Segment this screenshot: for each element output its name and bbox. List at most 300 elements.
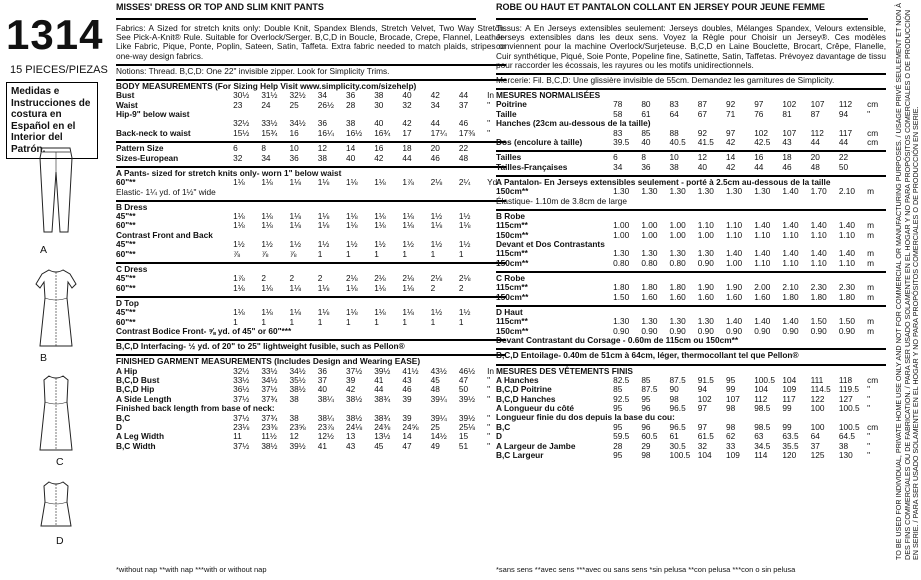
table-cell: 1.00 xyxy=(697,229,714,240)
table-cell: 1⅛ xyxy=(289,307,302,318)
table-cell: 34 xyxy=(613,161,623,172)
table-cell: 16¼ xyxy=(317,127,334,138)
table-row xyxy=(116,129,506,138)
table-cell: 42.5 xyxy=(754,137,771,148)
table-cell: 42 xyxy=(725,161,736,172)
table-cell: 1.30 xyxy=(697,186,714,197)
table-cell: 42 xyxy=(725,137,736,148)
finished-measurements-table xyxy=(116,367,506,452)
row-label: 150cm** xyxy=(496,325,529,336)
table-cell: 44 xyxy=(374,384,384,395)
row-label: 60"** xyxy=(116,248,136,259)
table-cell: 38 xyxy=(289,412,299,423)
row-label: 45"** xyxy=(116,307,136,318)
table-cell: 46 xyxy=(782,161,792,172)
table-cell: 24⅜ xyxy=(374,421,391,432)
table-cell: 1⅛ xyxy=(458,220,471,231)
view-d-label: D xyxy=(56,535,64,547)
b-dress-heading: B Dress xyxy=(116,201,148,212)
table-cell: 100 xyxy=(810,421,825,432)
body-measurements-heading: BODY MEASUREMENTS (For Sizing Help Visit www.simplicity.com/sizehelp) xyxy=(116,81,417,92)
unit-cell: " xyxy=(867,108,871,119)
table-row xyxy=(116,274,506,283)
french-column xyxy=(496,24,886,460)
table-cell: 120 xyxy=(782,450,797,460)
table-cell: 1⅛ xyxy=(317,177,330,188)
table-cell: 1⅛ xyxy=(289,177,302,188)
d-haut-table xyxy=(496,317,886,336)
table-cell: 1½ xyxy=(402,239,414,250)
table-cell: 6 xyxy=(613,152,618,163)
table-cell: 95 xyxy=(641,393,651,404)
table-cell: 1½ xyxy=(261,239,273,250)
table-cell: 1 xyxy=(430,248,436,259)
table-cell: 25⅛ xyxy=(458,421,475,432)
unit-cell: " xyxy=(867,384,871,395)
table-row xyxy=(496,221,886,230)
table-row xyxy=(116,154,506,163)
table-cell: 23⅜ xyxy=(261,421,278,432)
table-cell: 38 xyxy=(669,161,679,172)
view-c-label: C xyxy=(56,456,64,468)
row-label: B,C,D Hip xyxy=(116,384,155,395)
table-cell: 96 xyxy=(641,421,651,432)
table-cell: 97 xyxy=(754,99,764,110)
table-cell: 40 xyxy=(345,152,356,163)
table-cell: 18 xyxy=(782,152,792,163)
table-row xyxy=(496,317,886,326)
table-cell: 1½ xyxy=(374,239,386,250)
table-cell: 1.00 xyxy=(641,220,658,231)
unit-cell: " xyxy=(867,402,871,413)
table-cell: 98.5 xyxy=(754,402,771,413)
table-cell: 1 xyxy=(233,316,238,327)
table-row xyxy=(116,284,506,293)
table-cell: 122 xyxy=(810,393,825,404)
table-cell: 0.90 xyxy=(697,257,714,268)
table-cell: 46 xyxy=(458,118,469,129)
row-label: Back-neck to waist xyxy=(116,127,191,138)
table-cell: 119.5 xyxy=(838,384,859,395)
d-haut-heading: D Haut xyxy=(496,307,523,318)
table-cell: 37 xyxy=(810,440,820,451)
table-cell: 1.10 xyxy=(810,257,827,268)
row-label: Sizes-European xyxy=(116,152,179,163)
table-cell: 2.30 xyxy=(838,282,855,293)
row-label: Dos (encolure à taille) xyxy=(496,137,583,148)
table-cell: 11 xyxy=(233,431,242,442)
table-cell: 16¾ xyxy=(374,127,391,138)
table-cell: 1.60 xyxy=(641,291,658,302)
table-cell: 26½ xyxy=(317,99,334,110)
row-label: A Hip xyxy=(116,365,138,376)
table-cell: 41 xyxy=(374,374,384,385)
table-cell: 0.80 xyxy=(613,257,630,268)
table-cell: 33½ xyxy=(261,365,278,376)
table-cell: 46 xyxy=(430,152,440,163)
c-dress-table xyxy=(116,274,506,293)
tailles-table xyxy=(496,153,886,172)
table-cell: 87.5 xyxy=(641,384,658,395)
row-label: A Side Length xyxy=(116,393,172,404)
table-cell: 102 xyxy=(782,99,797,110)
table-cell: 36 xyxy=(317,365,327,376)
table-cell: 1 xyxy=(345,248,351,259)
pieces-count: 15 PIECES/PIEZAS xyxy=(10,64,108,76)
table-cell: 58 xyxy=(613,108,623,119)
unit-cell: " xyxy=(487,393,491,404)
table-cell: 1⅛ xyxy=(289,220,302,231)
table-cell: 38 xyxy=(838,440,849,451)
table-cell: 61.5 xyxy=(697,431,714,442)
table-cell: 42 xyxy=(430,90,440,101)
table-cell: 23 xyxy=(233,99,243,110)
table-cell: 87 xyxy=(810,108,820,119)
table-cell: 1⅞ xyxy=(402,177,414,188)
table-cell: 1.40 xyxy=(810,248,827,259)
table-cell: 1.80 xyxy=(838,291,855,302)
table-cell: 1.10 xyxy=(782,229,799,240)
table-cell: 63.5 xyxy=(782,431,799,442)
unit-cell: In xyxy=(487,365,494,376)
table-cell: 30½ xyxy=(233,90,250,101)
table-cell: 88 xyxy=(669,127,679,138)
table-cell: 1⅛ xyxy=(402,307,414,318)
table-cell: 104 xyxy=(782,374,797,385)
table-cell: 81 xyxy=(782,108,792,119)
unit-cell: " xyxy=(487,374,491,385)
row-label: B,C,D Hanches xyxy=(496,393,556,404)
table-row xyxy=(116,250,506,259)
table-cell: 31½ xyxy=(261,90,278,101)
row-label: A Leg Width xyxy=(116,431,165,442)
table-cell: 8 xyxy=(641,152,646,163)
table-cell: 1.80 xyxy=(782,291,799,302)
table-cell: 78 xyxy=(613,99,623,110)
table-cell: 45 xyxy=(374,440,384,451)
table-cell: 100.5 xyxy=(838,402,860,413)
unit-cell: " xyxy=(487,127,491,138)
table-cell: 39½ xyxy=(289,440,306,451)
table-cell: 1½ xyxy=(430,307,443,318)
table-cell: 23⅝ xyxy=(289,421,306,432)
row-label: D xyxy=(496,431,502,442)
table-cell: 100 xyxy=(810,402,825,413)
fabrics-text: Fabrics: A Sized for stretch knits only: Double Knit, Spandex Blends, Stretch Velvet, Two Way Stretch. See Pick-A-Knit® Rule. Suitable for Overlock/Serger. B,C,D in Boucle, Brocade, Crepe, Flannel, Leather-Like Fabric, Pique, Ponte, Poplin, Sateen, Satin, Taffeta. Extra fabric needed to match plaids, stripes or one-way design fabrics. xyxy=(116,23,506,61)
table-cell: 44 xyxy=(430,118,440,129)
table-cell: 130 xyxy=(838,450,853,460)
row-label: Poitrine xyxy=(496,99,527,110)
table-cell: 1.40 xyxy=(838,220,855,231)
table-cell: 1 xyxy=(458,316,464,327)
table-cell: 14½ xyxy=(430,431,447,442)
table-cell: 39¼ xyxy=(430,412,447,423)
table-cell: 1⅛ xyxy=(289,211,302,222)
table-cell: 1⅛ xyxy=(233,177,245,188)
row-label: 60"** xyxy=(116,177,136,188)
table-cell: 12 xyxy=(289,431,299,442)
row-label: B,C Width xyxy=(116,440,156,451)
table-cell: 104 xyxy=(697,450,712,460)
b-dress-table xyxy=(116,212,506,231)
table-cell: 2.10 xyxy=(838,186,855,197)
table-cell: 48 xyxy=(458,152,469,163)
table-cell: ⅞ xyxy=(289,248,297,259)
table-cell: 13½ xyxy=(374,431,391,442)
unit-cell: " xyxy=(487,412,491,423)
unit-cell: m xyxy=(867,325,874,336)
table-cell: 44 xyxy=(810,137,820,148)
table-cell: 38¾ xyxy=(374,393,391,404)
table-cell: 61 xyxy=(669,431,679,442)
yardage-a-heading: A Pants- sized for stretch knits only- worn 1" below waist xyxy=(116,168,342,179)
finished-measurements-heading: FINISHED GARMENT MEASUREMENTS (Includes Design and Wearing EASE) xyxy=(116,356,421,367)
table-cell: 1.10 xyxy=(697,220,714,231)
table-cell: 97 xyxy=(697,421,707,432)
table-cell: 80 xyxy=(641,99,651,110)
unit-cell: " xyxy=(867,431,871,442)
table-cell: 32½ xyxy=(233,118,250,129)
table-cell: 1.00 xyxy=(641,229,658,240)
table-cell: 14 xyxy=(345,143,356,154)
table-cell: 1 xyxy=(402,248,408,259)
french-header: ROBE OU HAUT ET PANTALON COLLANT EN JERSEY POUR JEUNE FEMME xyxy=(496,2,868,20)
table-cell: 1.10 xyxy=(754,229,771,240)
row-label: B,C,D Bust xyxy=(116,374,160,385)
table-cell: 28 xyxy=(613,440,623,451)
table-cell: 1.30 xyxy=(697,316,714,327)
table-cell: 41½ xyxy=(402,365,419,376)
table-cell: 1.50 xyxy=(838,316,855,327)
table-row xyxy=(496,283,886,292)
table-cell: 0.90 xyxy=(754,325,771,336)
table-cell: 38 xyxy=(289,393,299,404)
table-cell: 37½ xyxy=(233,393,250,404)
table-cell: 98 xyxy=(725,402,736,413)
row-label: B,C xyxy=(116,412,131,423)
contrast-front-back-heading: Contrast Front and Back xyxy=(116,229,213,240)
table-cell: 1⅛ xyxy=(345,307,358,318)
elastic-text: Elastic- 1¼ yd. of 1½" wide xyxy=(116,186,216,197)
table-cell: 64 xyxy=(669,108,679,119)
table-cell: 17¼ xyxy=(430,127,447,138)
table-cell: 44 xyxy=(402,152,412,163)
table-cell: 98 xyxy=(669,393,679,404)
unit-cell: " xyxy=(487,118,491,129)
table-cell: 12½ xyxy=(317,431,334,442)
table-cell: 1⅛ xyxy=(261,220,273,231)
table-cell: 39 xyxy=(402,412,412,423)
table-cell: 23⅛ xyxy=(233,421,250,432)
table-cell: 18 xyxy=(402,143,412,154)
table-cell: 2 xyxy=(430,282,436,293)
table-row xyxy=(116,240,506,249)
mercerie-text: Mercerie: Fil. B,C,D: Une glissière invisible de 55cm. Demandez les garnitures de Simplicity. xyxy=(496,75,835,86)
view-a-pants-illustration xyxy=(34,146,78,234)
table-cell: 91.5 xyxy=(697,374,714,385)
table-cell: 1.40 xyxy=(754,248,771,259)
table-cell: 1⅛ xyxy=(317,307,330,318)
table-cell: 48 xyxy=(810,161,820,172)
table-cell: 1.30 xyxy=(725,186,743,197)
table-cell: 36 xyxy=(641,161,651,172)
table-cell: 1.40 xyxy=(782,220,799,231)
table-cell: 38½ xyxy=(345,393,363,404)
table-cell: 1.00 xyxy=(669,220,686,231)
table-cell: 38½ xyxy=(289,384,306,395)
table-cell: 12 xyxy=(317,143,327,154)
table-cell: 15 xyxy=(458,431,469,442)
table-cell: 82.5 xyxy=(613,374,630,385)
table-cell: 1.00 xyxy=(669,229,686,240)
table-cell: 39.5 xyxy=(613,137,630,148)
table-cell: 1½ xyxy=(289,239,302,250)
table-cell: 2⅛ xyxy=(402,273,414,284)
table-cell: 1⅛ xyxy=(345,177,358,188)
table-cell: 98 xyxy=(641,450,651,460)
table-cell: 1⅛ xyxy=(402,211,414,222)
table-cell: 1⅛ xyxy=(261,211,273,222)
table-cell: 1½ xyxy=(458,307,471,318)
table-cell: 62 xyxy=(725,431,736,442)
table-cell: 39½ xyxy=(458,393,475,404)
table-cell: 43 xyxy=(402,374,412,385)
table-cell: 100.5 xyxy=(754,374,775,385)
table-cell: 94 xyxy=(838,108,849,119)
mesures-finis-heading: MESURES DES VÊTEMENTS FINIS xyxy=(496,365,633,376)
row-label: D xyxy=(116,421,122,432)
table-cell: 1⅛ xyxy=(374,211,386,222)
table-cell: 1⅛ xyxy=(374,307,386,318)
table-cell: 71 xyxy=(725,108,736,119)
table-cell: 1½ xyxy=(233,239,245,250)
table-cell: 67 xyxy=(697,108,707,119)
table-cell: 1⅛ xyxy=(261,282,273,293)
unit-cell: m xyxy=(867,186,874,197)
table-cell: 1 xyxy=(374,248,379,259)
table-cell: 99 xyxy=(782,402,792,413)
table-cell: 37 xyxy=(317,374,327,385)
table-cell: 38 xyxy=(317,152,327,163)
table-cell: 24 xyxy=(261,99,271,110)
left-panel xyxy=(0,0,108,580)
unit-cell: m xyxy=(867,220,874,231)
table-cell: 16 xyxy=(289,127,299,138)
english-header: MISSES' DRESS OR TOP AND SLIM KNIT PANTS xyxy=(116,2,476,20)
table-cell: 112 xyxy=(810,127,824,138)
unit-cell: cm xyxy=(867,137,879,148)
devant-dos-table xyxy=(496,249,886,268)
table-cell: 99 xyxy=(782,421,792,432)
table-cell: 16 xyxy=(754,152,764,163)
table-cell: 1.80 xyxy=(613,282,630,293)
table-cell: 1⅛ xyxy=(233,220,245,231)
table-cell: 102 xyxy=(754,127,769,138)
table-cell: 40.5 xyxy=(669,137,686,148)
table-cell: 34 xyxy=(317,90,327,101)
table-cell: 97 xyxy=(725,127,736,138)
unit-cell: m xyxy=(867,257,874,268)
table-cell: 32 xyxy=(402,99,412,110)
table-cell: 40 xyxy=(641,137,651,148)
table-cell: 35.5 xyxy=(782,440,799,451)
table-cell: 85 xyxy=(641,374,651,385)
table-cell: 1.30 xyxy=(754,186,771,197)
table-cell: 32½ xyxy=(233,365,250,376)
unit-cell: " xyxy=(487,440,491,451)
unit-cell: " xyxy=(867,440,871,451)
table-cell: 64.5 xyxy=(838,431,855,442)
table-cell: 41 xyxy=(317,440,327,451)
table-cell: 100.5 xyxy=(669,450,691,460)
table-cell: 12 xyxy=(697,152,707,163)
table-cell: 1.60 xyxy=(669,291,686,302)
table-cell: 38¼ xyxy=(317,393,334,404)
devant-contrastant-text: Devant Contrastant du Corsage - 0.60m de 115cm ou 150cm** xyxy=(496,335,739,346)
table-cell: 36 xyxy=(317,118,327,129)
table-cell: 16 xyxy=(374,143,384,154)
table-cell: 96 xyxy=(641,402,651,413)
unit-cell: Yd xyxy=(487,177,498,188)
table-cell: 11½ xyxy=(261,431,277,442)
table-cell: 1½ xyxy=(430,239,443,250)
table-cell: 1.10 xyxy=(782,257,799,268)
table-cell: 1.00 xyxy=(613,229,630,240)
d-top-heading: D Top xyxy=(116,297,139,308)
table-cell: 1½ xyxy=(430,211,443,222)
table-cell: 1.80 xyxy=(669,282,686,293)
table-cell: 1.40 xyxy=(725,248,743,259)
entoilage-text: B,C,D Entoilage- 0.40m de 51cm à 64cm, léger, thermocollant tel que Pellon® xyxy=(496,350,799,361)
table-cell: 0.90 xyxy=(782,325,799,336)
table-cell: 38 xyxy=(374,90,384,101)
table-cell: 1.90 xyxy=(725,282,743,293)
table-cell: 104 xyxy=(754,384,769,395)
table-cell: 1⅛ xyxy=(374,282,386,293)
row-label: Tailles-Françaises xyxy=(496,161,568,172)
table-cell: 23⅞ xyxy=(317,421,334,432)
unit-cell: cm xyxy=(867,421,879,432)
table-cell: 2⅛ xyxy=(430,177,443,188)
table-cell: 40 xyxy=(317,384,327,395)
table-cell: 42 xyxy=(402,118,412,129)
unit-cell: m xyxy=(867,229,874,240)
table-cell: 1⅛ xyxy=(402,282,414,293)
table-cell: 2⅛ xyxy=(430,273,443,284)
table-row xyxy=(116,414,506,423)
table-cell: 1½ xyxy=(317,239,330,250)
table-row xyxy=(116,212,506,221)
table-cell: 43½ xyxy=(430,365,447,376)
table-cell: ⅞ xyxy=(233,248,241,259)
table-cell: 117 xyxy=(838,127,853,138)
table-cell: 37½ xyxy=(261,384,278,395)
unit-cell: " xyxy=(867,393,871,404)
table-cell: 1⅛ xyxy=(345,282,358,293)
row-label: 150cm** xyxy=(496,257,529,268)
row-label: Bust xyxy=(116,90,135,101)
table-row xyxy=(496,413,886,422)
table-cell: 30 xyxy=(374,99,384,110)
table-cell: 87 xyxy=(697,99,707,110)
row-label: 150cm** xyxy=(496,291,529,302)
table-cell: 1.10 xyxy=(754,257,771,268)
table-cell: 112 xyxy=(838,99,853,110)
table-cell: 1.10 xyxy=(810,229,827,240)
pattern-size-table xyxy=(116,144,506,163)
table-cell: 109 xyxy=(782,384,797,395)
table-cell: 1.30 xyxy=(613,186,630,197)
